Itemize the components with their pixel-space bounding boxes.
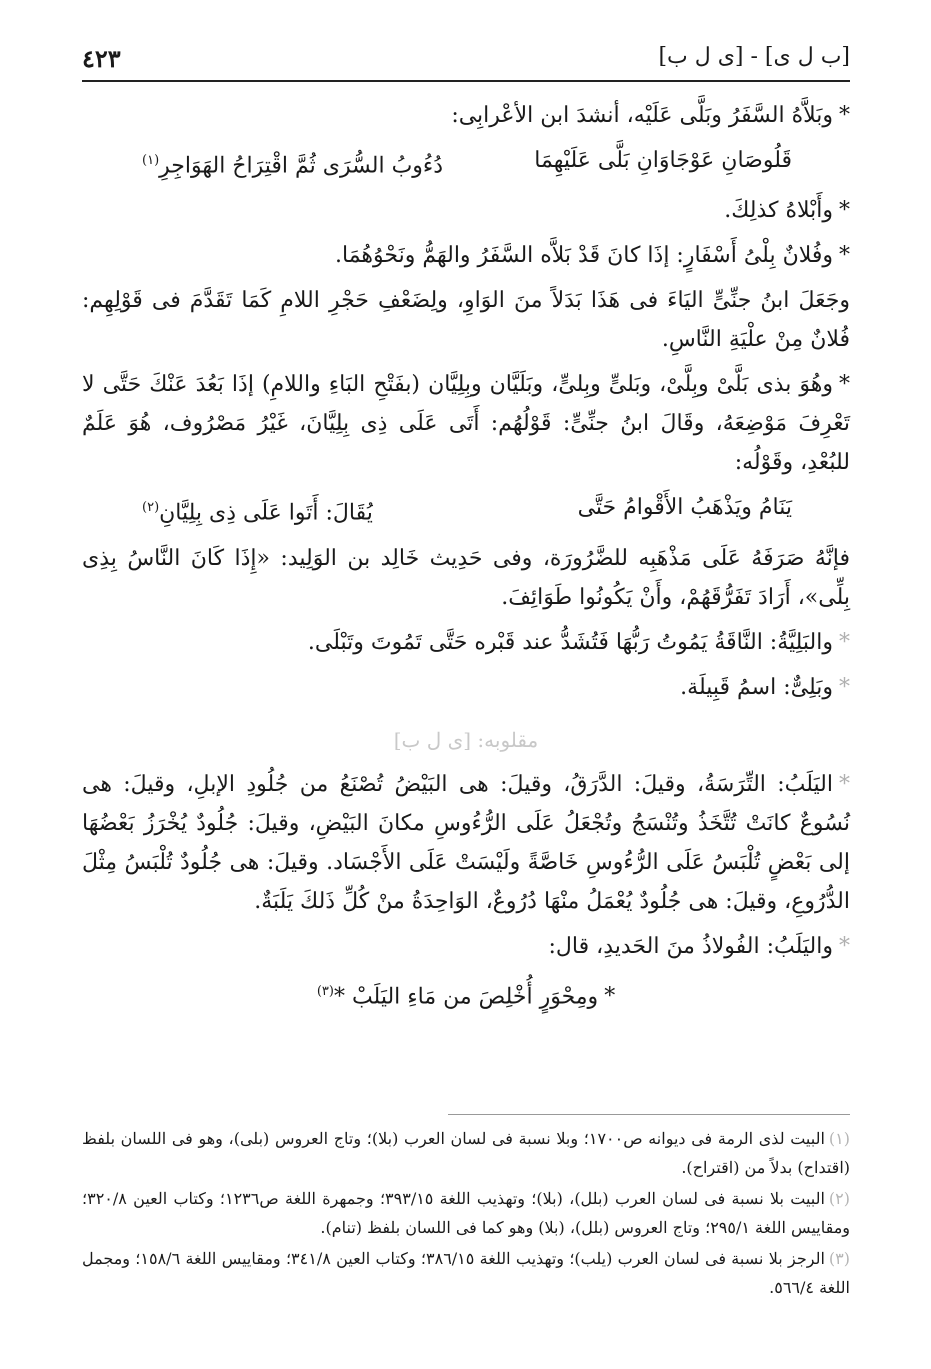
footnote-text: الرجز بلا نسبة فى لسان العرب (يلب)؛ وتهذيب اللغة ٣٨٦/١٥؛ وكتاب العين ٣٤١/٨؛ ومقاييس اللغة ١٥٨/٦؛ ومجمل اللغة ٥٦٦/٤.: [82, 1249, 850, 1297]
page-header: [82, 42, 850, 82]
footnote-number: (٢): [828, 1189, 851, 1208]
page-number: ٤٢٣: [82, 44, 121, 73]
paragraph: [82, 539, 850, 617]
footnote: [82, 1244, 850, 1302]
entry-marker: *: [839, 198, 850, 224]
verse-hemistich-second: [142, 488, 373, 532]
verse: [82, 141, 850, 185]
footnote-ref: (١): [142, 153, 160, 168]
footnote-ref: (٣): [316, 983, 334, 999]
header-divider: [82, 80, 850, 82]
entry-marker: *: [839, 933, 850, 959]
paragraph: [82, 365, 850, 482]
entry-marker: *: [839, 674, 850, 700]
paragraph-text: وبَلاَّهُ السَّفَرُ وبَلَّى عَلَيْه، أنشدَ ابن الأعْرابِى:: [451, 103, 833, 128]
paragraph: [82, 668, 850, 707]
footnotes: [82, 1124, 850, 1304]
verse-text: دُءُوبُ السُّرَى ثُمَّ اقْتِرَاحُ الهَوَاجِرِ: [159, 153, 444, 179]
footnote-text: البيت بلا نسبة فى لسان العرب (بلل)، (بلا)؛ وتهذيب اللغة ٣٩٣/١٥؛ وجمهرة اللغة ص١٢٣٦؛ وكتاب العين ٣٢٠/٨؛ ومقاييس اللغة ٢٩٥/١؛ وتاج العروس (بلل)، (بلا) وهو كما فى اللسان بلفظ (تنام).: [82, 1189, 850, 1237]
paragraph: [82, 927, 850, 966]
paragraph-text: وهُوَ بذى بَلَّىْ وبِلَّىْ، وبَلىٍّ وبِلىٍّ، وبَلَيَّان وبِلِيَّان (بفَتْحِ البَاءِ واللامِ) إذَا بَعُدَ عَنْكَ حَتَّى لا تَعْرِفَ مَوْضِعَهُ، وقَالَ ابنُ جنِّىٍّ: قَوْلُهُم: أَتَى عَلَى ذِى بِلِيَّانَ، غَيْرُ مَصْرُوف، هُوَ عَلَمٌ للبُعْدِ، وقَوْلُه:: [82, 372, 850, 476]
rajaz-line: [317, 972, 615, 1016]
paragraph-text: وبَلِىٌّ: اسمُ قَبِيلَة.: [680, 674, 833, 700]
paragraph-text: وجَعَلَ ابنُ جنِّىٍّ اليَاءَ فى هَذَا بَدَلاً منَ الوَاوِ، ولِضَعْفِ حَجْرِ اللامِ كَمَا تَقَدَّمَ فى قَوْلِهِم: فُلانٌ مِنْ علْيَةِ النَّاسِ.: [82, 288, 850, 353]
footnote-text: البيت لذى الرمة فى ديوانه ص١٧٠٠؛ وبلا نسبة فى لسان العرب (بلا)؛ وتاج العروس (بلى)، وهو فى اللسان بلفظ (اقتداح) بدلاً من (اقتراح).: [82, 1129, 850, 1177]
paragraph-text: وأَبْلاهُ كذلِكَ.: [724, 198, 833, 224]
paragraph-text: والبَلِيَّةُ: النَّاقَةُ يَمُوتُ رَبُّهَا فَتُشَدُّ عند قَبْره حَتَّى تَمُوتَ وتَبْلَى.: [307, 629, 833, 655]
footnote-ref: (٢): [142, 500, 160, 516]
paragraph: [82, 765, 850, 921]
paragraph: [82, 191, 850, 230]
footnote: [82, 1184, 850, 1242]
paragraph-text: فإنَّهُ صَرَفَهُ عَلَى مَذْهَبِه للضَّرُورَة، وفى حَدِيث خَالِد بن الوَلِيد: «إِذَا كَانَ النَّاسُ بِذِى بِلِّى»، أَرَادَ تَفَرُّقَهُمْ، وأَنْ يَكُونُوا طَوَائِفَ.: [82, 545, 850, 610]
entry-marker: *: [604, 983, 616, 1009]
verse-text: ومِحْوَرٍ أُخْلِصَ من مَاءِ اليَلَبْ: [351, 983, 599, 1009]
footnote-number: (١): [828, 1129, 851, 1148]
entry-marker: *: [839, 372, 850, 398]
main-text: [82, 96, 850, 1022]
entry-marker: *: [839, 629, 850, 655]
entry-marker: *: [839, 243, 850, 269]
verse-text: يُقَالَ: أَتَوا عَلَى ذِى بِلِيَّانِ: [159, 500, 373, 526]
section-heading-text: مقلوبه: [ى ل ب]: [393, 727, 539, 752]
paragraph: [82, 623, 850, 662]
paragraph: [82, 236, 850, 275]
footnote-number: (٣): [828, 1249, 851, 1268]
paragraph-text: اليَلَبُ: التِّرَسَةُ، وقيلَ: الدَّرَقُ، وقيلَ: هى البَيْضُ تُصْنَعُ من جُلُودِ الإبلِ، وقيلَ: هى نُسُوعٌ كانَتْ تُتَّخَذُ وتُنْسَجُ وتُجْعَلُ عَلَى الرُّءُوسِ مكانَ البَيْضِ، وقيلَ: جُلُودٌ يُخْرَزُ بَعْضُهَا إلى بَعْضٍ تُلْبَسُ عَلَى الرُّءُوسِ خَاصَّةً ولَيْسَتْ عَلَى الأَجْسَاد. وقيلَ: هى جُلُودٌ تُلْبَسُ مِثْلَ الدُّرُوعِ، وقيلَ: هى جُلُودٌ يُعْمَلُ منْهَا دُرُوعٌ، الوَاحِدَةُ منْ كُلِّ ذَلكَ يَلَبَةٌ.: [82, 771, 850, 914]
entry-marker: *: [839, 103, 850, 128]
verse-hemistich-first: يَنَامُ ويَذْهَبُ الأَقْوامُ حَتَّى: [577, 495, 792, 521]
footnote: [82, 1124, 850, 1182]
verse-hemistich-first: قَلُوصَانِ عَوْجَاوَانِ بَلَّى عَلَيْهِمَا: [534, 148, 792, 173]
verse: [82, 972, 850, 1016]
paragraph: [82, 281, 850, 359]
paragraph-text: وفُلانٌ بِلْىُ أَسْفَارٍ: إذَا كانَ قَدْ بَلاَّه السَّفَرُ والهَمُّ ونَحْوُهُمَا.: [335, 243, 833, 269]
running-title: [ب ل ى] - [ى ل ب]: [658, 44, 850, 69]
entry-marker: *: [333, 983, 345, 1009]
paragraph: [82, 96, 850, 135]
verse: [82, 488, 850, 532]
entry-marker: *: [839, 771, 850, 797]
section-heading: [82, 721, 850, 751]
footnote-divider: [448, 1114, 850, 1115]
verse-hemistich-second: [142, 141, 443, 185]
paragraph-text: واليَلَبُ: الفُولاذُ منَ الحَديدِ، قال:: [548, 933, 833, 959]
